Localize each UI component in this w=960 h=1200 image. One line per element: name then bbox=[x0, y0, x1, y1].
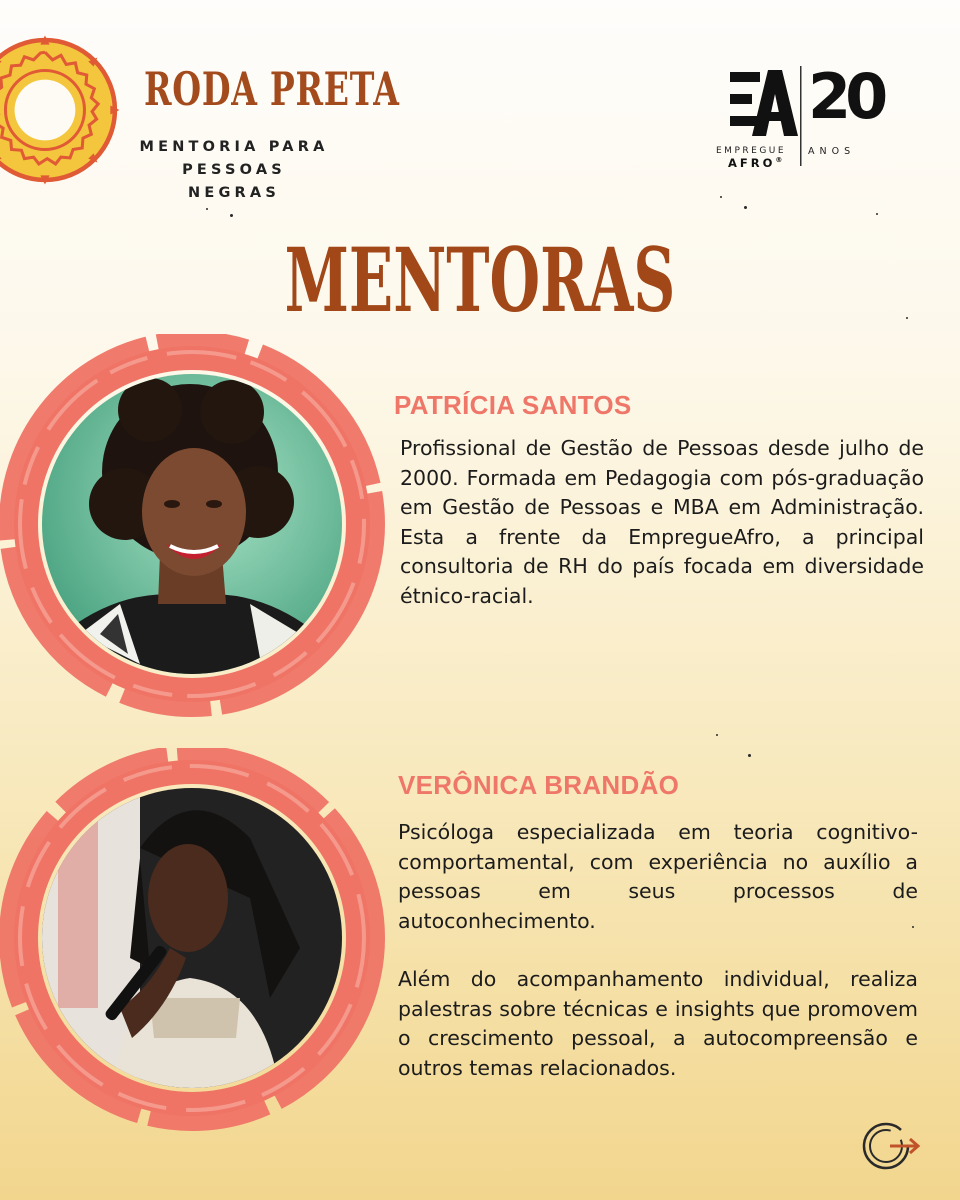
section-title bbox=[0, 228, 960, 332]
partner-word1: EMPREGUE bbox=[716, 146, 787, 156]
brand-subtitle bbox=[134, 136, 334, 205]
mentor-bio-patricia bbox=[400, 434, 924, 640]
brand-title: RODA PRETA bbox=[144, 62, 400, 116]
partner-word2-text: AFRO bbox=[728, 156, 776, 170]
mentor-bio-paragraph: Psicóloga especializada em teoria cognitivo-comportamental, com experiência no auxílio a pessoas em seus processos de autoconhecimento. bbox=[398, 820, 918, 933]
mentor-bio-veronica bbox=[398, 818, 918, 1112]
anniversary-number: 20 bbox=[808, 60, 883, 133]
section-title-text: MENTORAS bbox=[284, 228, 676, 332]
decorative-speck bbox=[720, 196, 722, 198]
next-arrow-icon[interactable] bbox=[860, 1118, 924, 1174]
mentor-photo-veronica bbox=[0, 748, 392, 1132]
anniversary-label: ANOS bbox=[808, 146, 856, 157]
mentor-name-veronica: VERÔNICA BRANDÃO bbox=[398, 770, 680, 800]
mentor-bio-paragraph: Além do acompanhamento individual, realiza palestras sobre técnicas e insights que promovem o crescimento pessoal, a autocompreensão e outros temas relacionados. bbox=[398, 967, 918, 1080]
brand-subtitle-line1: MENTORIA PARA bbox=[139, 139, 329, 155]
decorative-speck bbox=[748, 754, 751, 757]
decorative-speck bbox=[230, 214, 233, 217]
mentor-bio-paragraph: Profissional de Gestão de Pessoas desde julho de 2000. Formada em Pedagogia com pós-graduação em Gestão de Pessoas e MBA em Administração. Esta a frente da EmpregueAfro, a principal consultoria de RH do país focada em diversidade étnico-racial. bbox=[400, 436, 924, 608]
mentor-photo-patricia bbox=[0, 334, 392, 718]
brand-subtitle-line2: PESSOAS NEGRAS bbox=[182, 162, 286, 201]
sun-logo-icon bbox=[0, 14, 124, 206]
decorative-speck bbox=[716, 734, 718, 736]
mentor-name-patricia: PATRÍCIA SANTOS bbox=[394, 390, 632, 420]
decorative-speck bbox=[206, 208, 208, 210]
registered-mark: ® bbox=[775, 156, 786, 164]
decorative-speck bbox=[876, 213, 878, 215]
partner-word2 bbox=[728, 156, 785, 170]
decorative-speck bbox=[744, 206, 747, 209]
